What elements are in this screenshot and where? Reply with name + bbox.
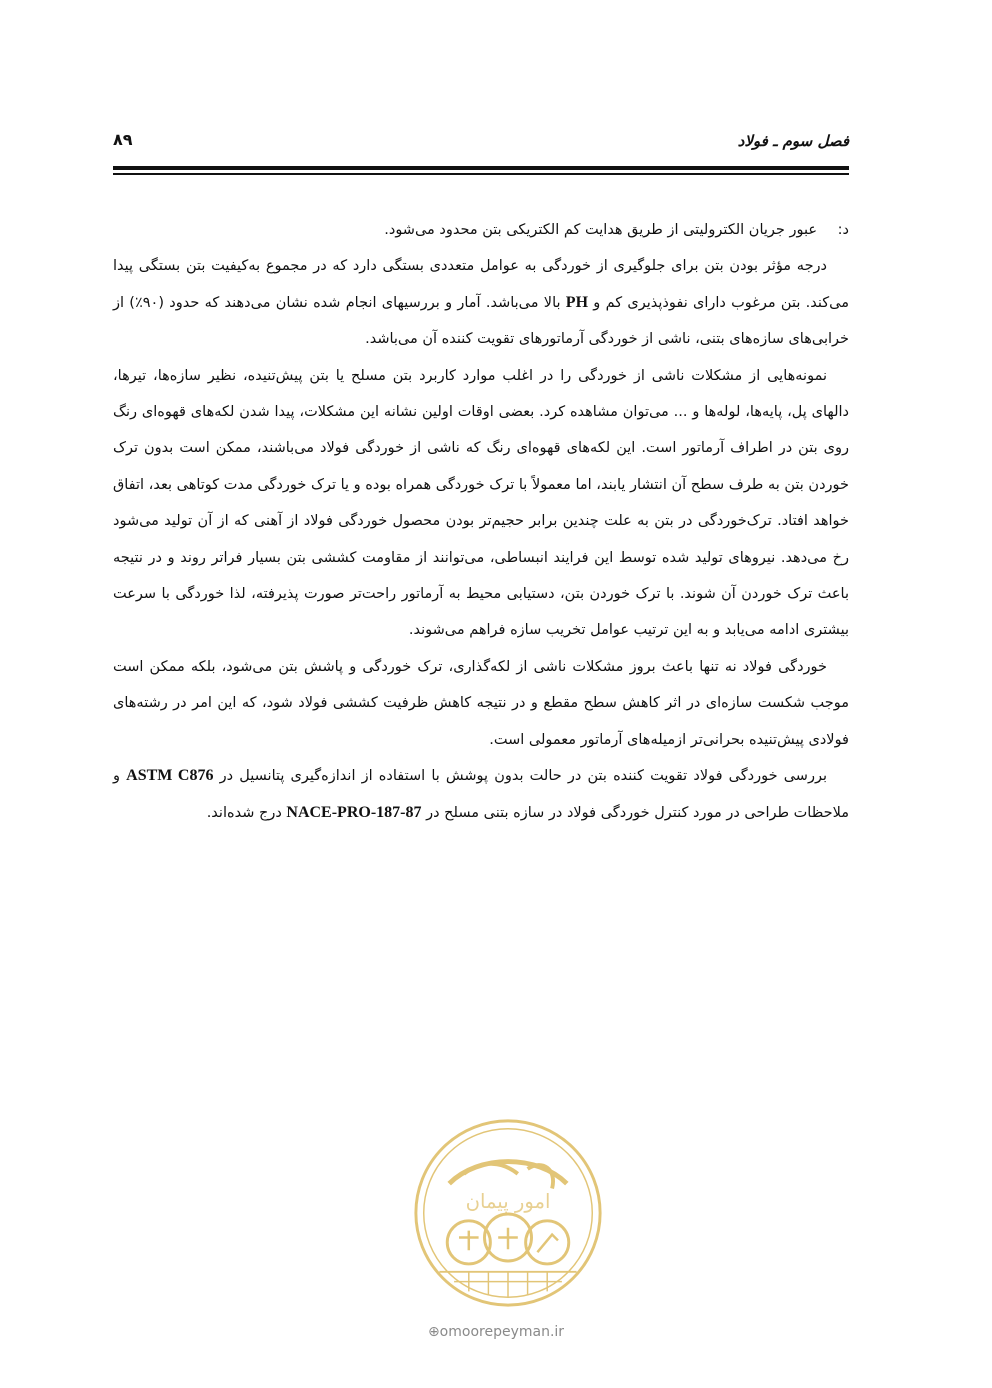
body-text xyxy=(113,212,849,831)
globe-icon: ⊕ xyxy=(427,1324,440,1340)
header-rule-thick xyxy=(113,166,849,170)
seal-text: امور پیمان xyxy=(465,1190,551,1214)
p4-part-b: و ملاحظات طراحی در مورد کنترل خوردگی فولاد در سازه بتنی مسلح در xyxy=(113,768,849,821)
ph-term: PH xyxy=(565,293,589,311)
watermark-seal-logo xyxy=(410,1115,606,1311)
p4-part-a: بررسی خوردگی فولاد تقویت کننده بتن در حالت بدون پوشش با استفاده از اندازه‌گیری پتانسیل در xyxy=(213,768,827,785)
paragraph-3: خوردگی فولاد نه تنها باعث بروز مشکلات ناشی از لکه‌گذاری، ترک خوردگی و پاشش بتن می‌شود، بلکه ممکن است موجب شکست سازه‌ای در اثر کاهش سطح مقطع و در نتیجه کاهش ظرفیت کششی فولاد شود، که این امر در رشته‌های فولادی پیش‌تنیده بحرانی‌تر ازمیله‌های آرماتور معمولی است. xyxy=(113,658,849,748)
page-header xyxy=(113,128,849,164)
chapter-title: فصل سوم ـ فولاد xyxy=(737,132,849,150)
p4-part-c: درج شده‌اند. xyxy=(206,804,287,821)
watermark-site xyxy=(0,1324,992,1340)
astm-standard: ASTM C876 xyxy=(126,767,214,785)
p1-part-a: درجه مؤثر بودن بتن برای جلوگیری از خوردگی به عوامل متعددی بستگی دارد که در مجموع به‌کیفیت بتن بستگی پیدا می‌کند. بتن مرغوب دارای نفوذپذیری کم و xyxy=(113,258,850,311)
nace-standard: NACE-PRO-187-87 xyxy=(286,803,422,821)
watermark-site-text: omoorepeyman.ir xyxy=(439,1324,565,1340)
header-rule-thin xyxy=(113,173,849,175)
page-number: ۸۹ xyxy=(113,130,133,149)
paragraph-4 xyxy=(113,758,849,831)
p1-part-b: بالا می‌باشد. آمار و بررسیهای انجام شده نشان می‌دهند که حدود (۹۰٪) از خرابی‌های سازه‌های بتنی، ناشی از خوردگی آرماتورهای تقویت کننده آن می‌باشد. xyxy=(113,294,849,348)
item-d-label: د: xyxy=(837,222,849,238)
paragraph-1 xyxy=(113,248,849,357)
item-d xyxy=(113,212,849,248)
paragraph-2: نمونه‌هایی از مشکلات ناشی از خوردگی را در اغلب موارد کاربرد بتن مسلح یا بتن پیش‌تنیده، نظیر سازه‌ها، تیرها، دالهای پل، پایه‌ها، لوله‌ها و ... می‌توان مشاهده کرد. بعضی اوقات اولین نشانه این مشکلات، پیدا شدن لکه‌های قهوه‌ای رنگ روی بتن در اطراف آرماتور است. این لکه‌های قهوه‌ای رنگ که ناشی از خوردگی فولاد می‌باشند، ممکن است بدون ترک خوردن بتن به طرف سطح آن انتشار یابند، اما معمولاً با ترک خوردگی همراه بوده و یا ترک خوردگی مدت کوتاهی بعد، اتفاق خواهد افتاد. ترک‌خوردگی در بتن به علت چندین برابر حجیم‌تر بودن محصول خوردگی فولاد از آهنی که از آن تولید می‌شود رخ می‌دهد. نیروهای تولید شده توسط این فرایند انبساطی، می‌توانند از مقاومت کششی بتن بسیار فراتر روند و در نتیجه باعث ترک خوردن آن شوند. با ترک خوردن بتن، دستیابی محیط به آرماتور راحت‌تر صورت پذیرفته، لذا خوردگی با سرعت بیشتری ادامه می‌یابد و به این ترتیب عوامل تخریب سازه فراهم می‌شوند. xyxy=(113,367,849,639)
item-d-text: عبور جریان الکترولیتی از طریق هدایت کم الکتریکی بتن محدود می‌شود. xyxy=(384,222,817,238)
